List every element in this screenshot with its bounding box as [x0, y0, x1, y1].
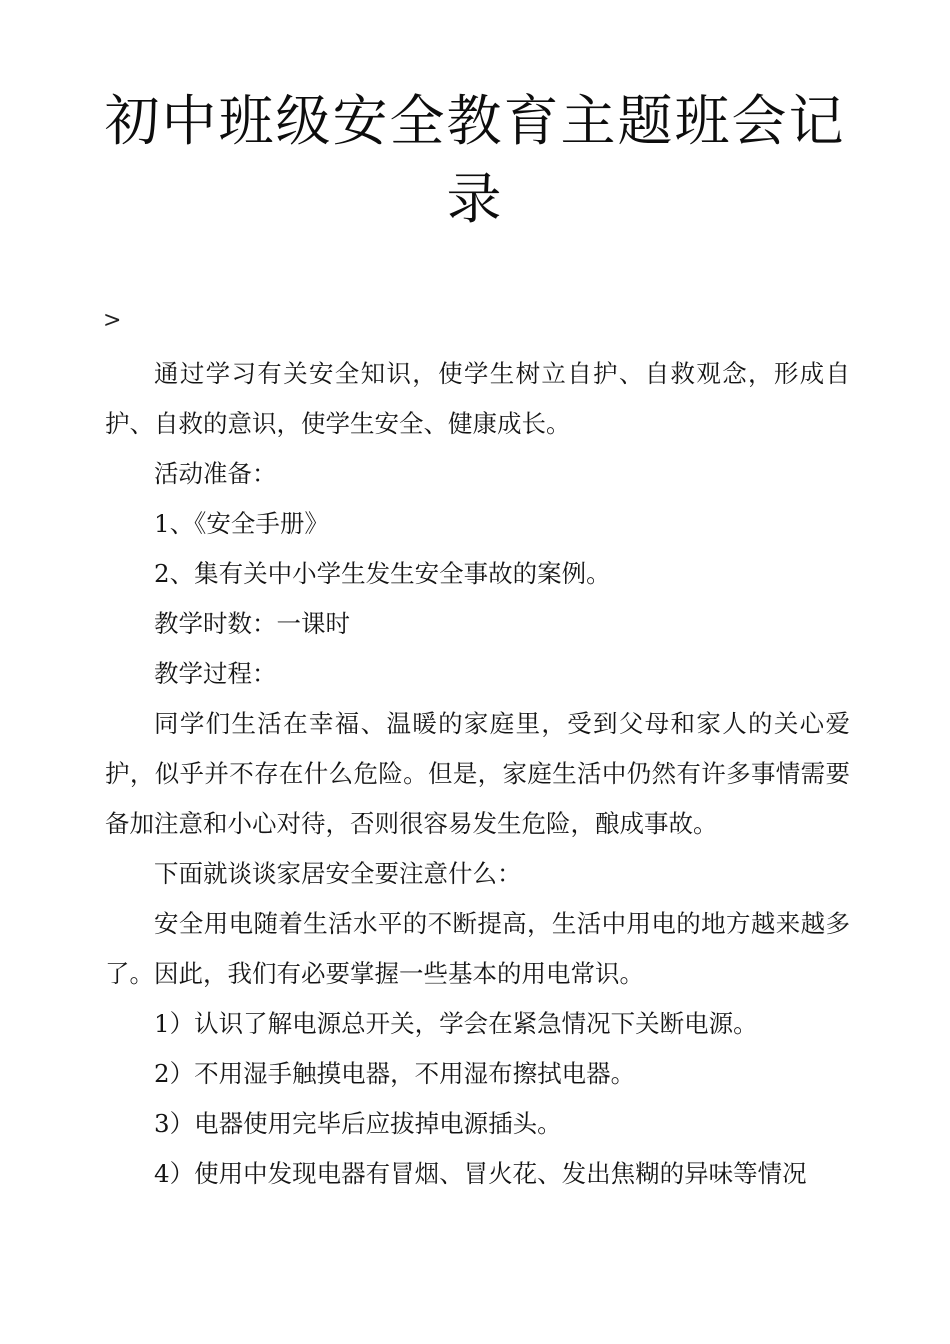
electricity-rule-2: 2）不用湿手触摸电器，不用湿布擦拭电器。: [154, 1059, 636, 1088]
preparation-heading: 活动准备：: [154, 459, 277, 488]
document-title: 初中班级安全教育主题班会记录: [104, 89, 846, 231]
preparation-item-2: 2、集有关中小学生发生安全事故的案例。: [154, 559, 611, 588]
electricity-rule-1: 1）认识了解电源总开关，学会在紧急情况下关断电源。: [154, 1009, 758, 1038]
home-safety-intro: 下面就谈谈家居安全要注意什么：: [154, 859, 522, 888]
teaching-process-heading: 教学过程：: [154, 659, 277, 688]
preparation-item-1: 1、《安全手册》: [154, 509, 329, 538]
electricity-safety-paragraph: 安全用电随着生活水平的不断提高，生活中用电的地方越来越多了。因此，我们有必要掌握一些基本的用电常识。: [105, 909, 850, 988]
family-safety-paragraph: 同学们生活在幸福、温暖的家庭里，受到父母和家人的关心爱护，似乎并不存在什么危险。但是，家庭生活中仍然有许多事情需要备加注意和小心对待，否则很容易发生危险，酿成事故。: [105, 709, 850, 838]
chevron-right-icon: >: [103, 308, 122, 333]
electricity-rule-3: 3）电器使用完毕后应拔掉电源插头。: [154, 1109, 562, 1138]
teaching-hours: 教学时数：一课时: [154, 609, 350, 638]
intro-paragraph: 通过学习有关安全知识，使学生树立自护、自救观念，形成自护、自救的意识，使学生安全、健康成长。: [105, 359, 850, 438]
document-body: [105, 349, 850, 1199]
electricity-rule-4: 4）使用中发现电器有冒烟、冒火花、发出焦糊的异味等情况: [154, 1159, 807, 1188]
